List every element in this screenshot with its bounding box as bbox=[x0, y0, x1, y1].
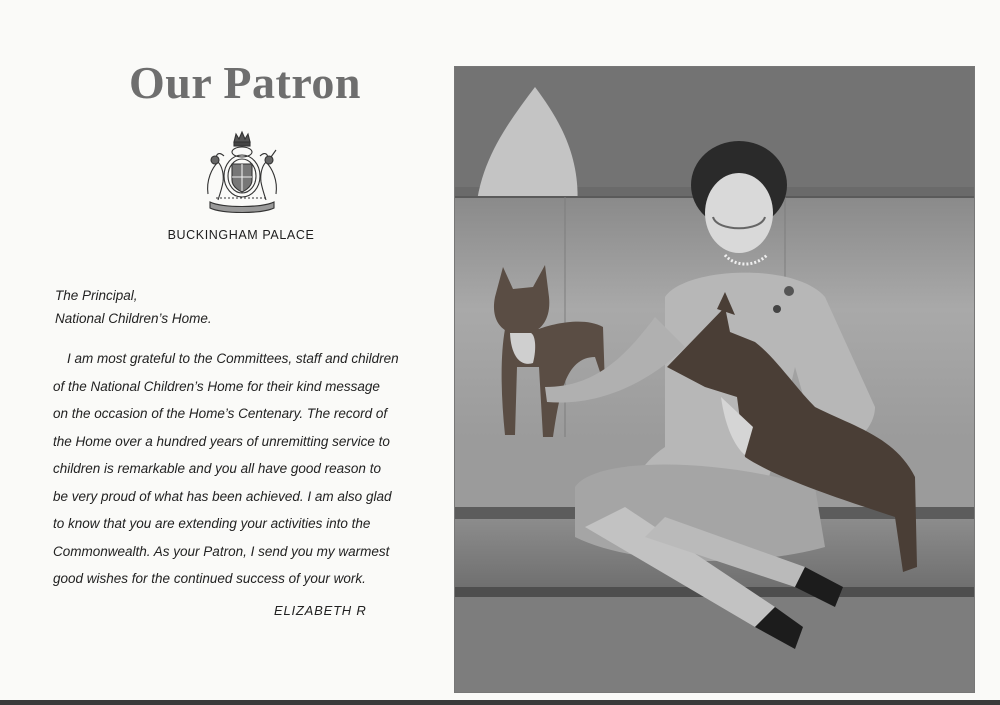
letter-line: Commonwealth. As your Patron, I send you my warmest bbox=[53, 543, 390, 559]
signature: ELIZABETH R bbox=[274, 603, 367, 618]
letter-line: of the National Children’s Home for their kind message bbox=[53, 378, 380, 394]
photograph bbox=[454, 66, 975, 693]
letter-line: on the occasion of the Home’s Centenary. The record of bbox=[53, 406, 388, 421]
letter-line: the Home over a hundred years of unremitting service to bbox=[53, 433, 390, 449]
letterhead: BUCKINGHAM PALACE bbox=[167, 228, 315, 242]
letter-line: to know that you are extending your activities into the bbox=[53, 516, 371, 531]
addressee-line: The Principal, bbox=[55, 288, 138, 303]
letter-line: good wishes for the continued success of your work. bbox=[53, 571, 366, 586]
addressee bbox=[55, 284, 212, 330]
letter-line: be very proud of what has been achieved. I am also glad bbox=[53, 488, 392, 504]
letter-column bbox=[0, 0, 450, 705]
letter-body bbox=[53, 345, 438, 593]
letter-line: I am most grateful to the Committees, staff and children bbox=[67, 351, 399, 366]
letter-line: children is remarkable and you all have good reason to bbox=[53, 461, 381, 476]
royal-coat-of-arms-icon bbox=[198, 128, 286, 216]
page-edge bbox=[0, 700, 1000, 705]
page-title: Our Patron bbox=[128, 57, 362, 108]
addressee-line: National Children’s Home. bbox=[55, 311, 212, 326]
